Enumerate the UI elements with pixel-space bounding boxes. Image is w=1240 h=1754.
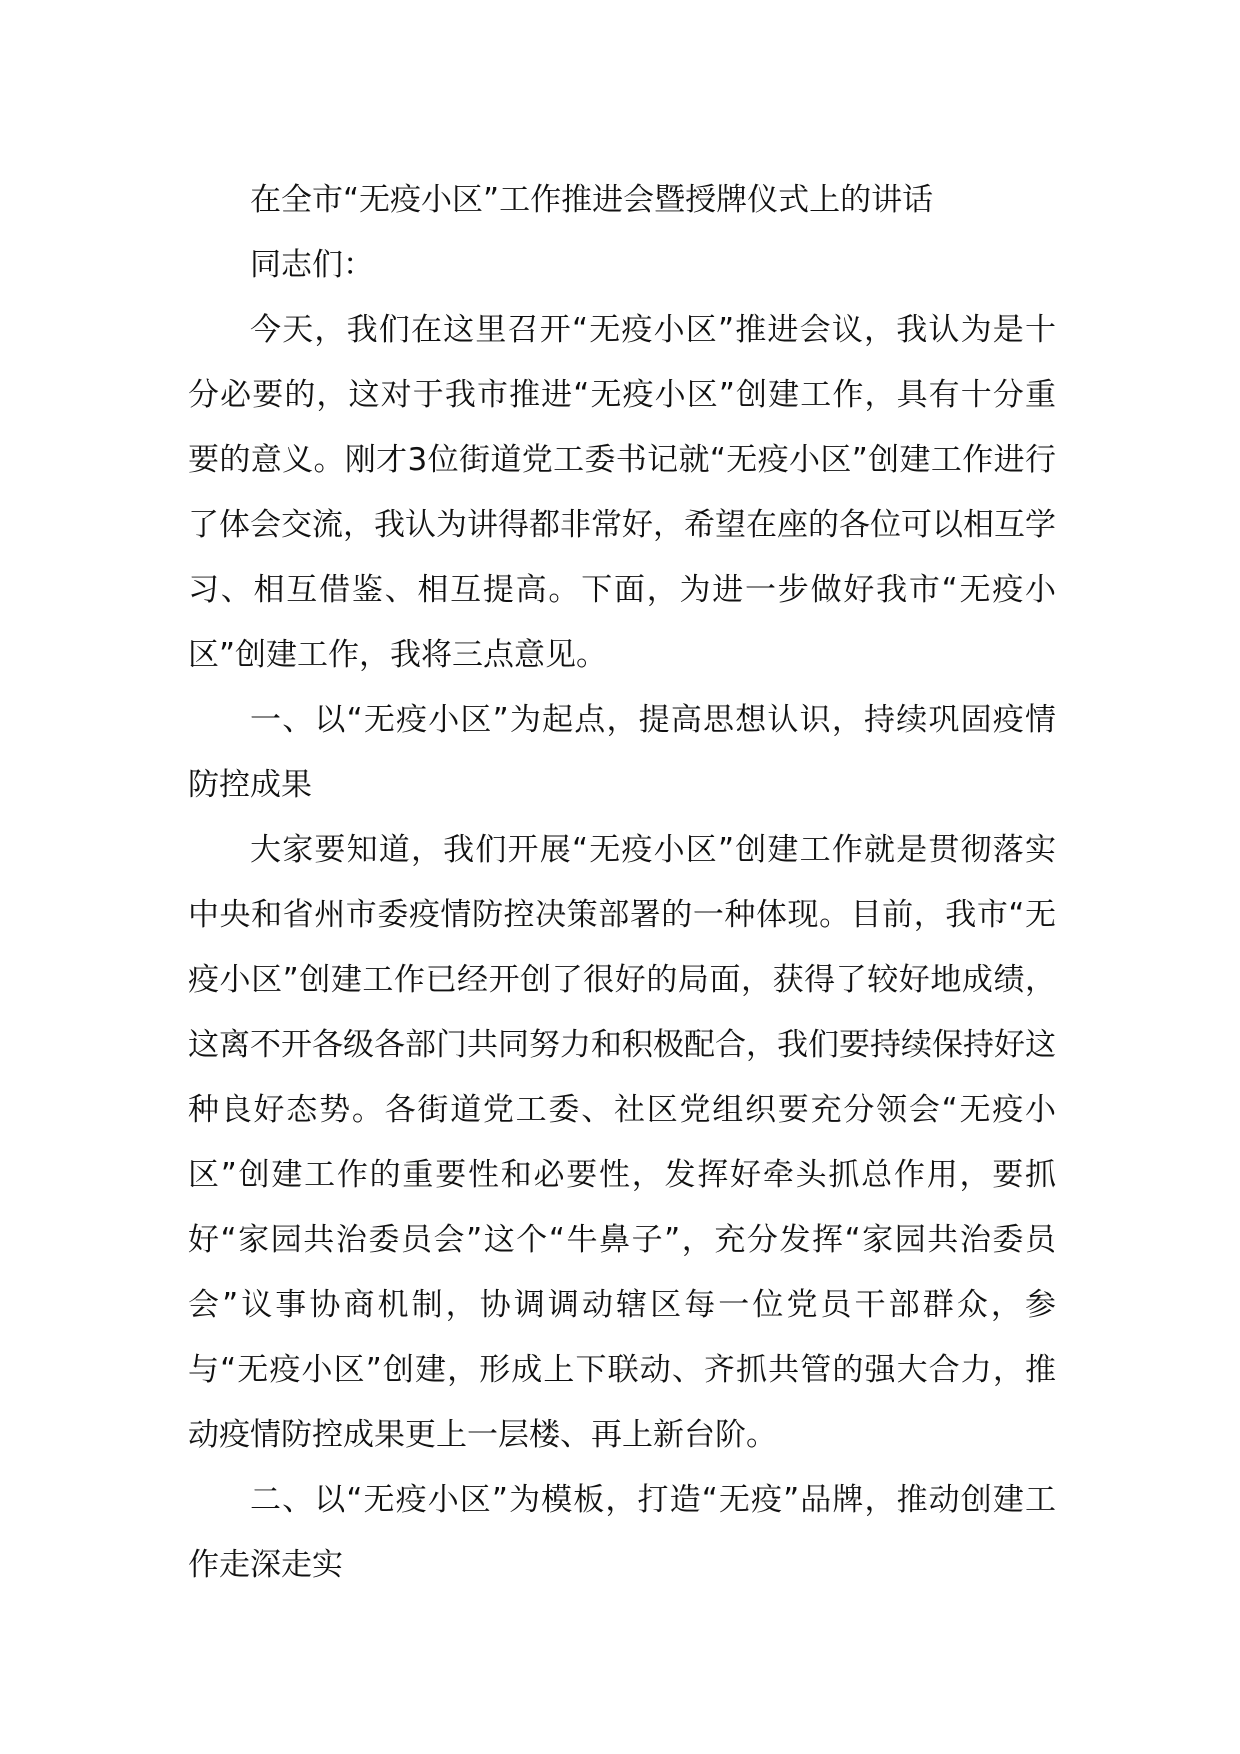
- paragraph-intro: 今天，我们在这里召开“无疫小区”推进会议，我认为是十分必要的，这对于我市推进“无疫小区”创建工作，具有十分重要的意义。刚才3位街道党工委书记就“无疫小区”创建工作进行了体会交流，我认为讲得都非常好，希望在座的各位可以相互学习、相互借鉴、相互提高。下面，为进一步做好我市“无疫小区”创建工作，我将三点意见。: [188, 312, 1056, 673]
- paragraph-section-1: 大家要知道，我们开展“无疫小区”创建工作就是贯彻落实中央和省州市委疫情防控决策部署的一种体现。目前，我市“无疫小区”创建工作已经开创了很好的局面，获得了较好地成绩，这离不开各级各部门共同努力和积极配合，我们要持续保持好这种良好态势。各街道党工委、社区党组织要充分领会“无疫小区”创建工作的重要性和必要性，发挥好牵头抓总作用，要抓好“家园共治委员会”这个“牛鼻子”，充分发挥“家园共治委员会”议事协商机制，协调调动辖区每一位党员干部群众，参与“无疫小区”创建，形成上下联动、齐抓共管的强大合力，推动疫情防控成果更上一层楼、再上新台阶。: [188, 832, 1056, 1453]
- document-title: 在全市“无疫小区”工作推进会暨授牌仪式上的讲话: [250, 182, 934, 218]
- section-heading-2: 二、以“无疫小区”为模板，打造“无疫”品牌，推动创建工作走深走实: [188, 1482, 1056, 1583]
- salutation: 同志们：: [250, 247, 374, 283]
- section-heading-1: 一、以“无疫小区”为起点，提高思想认识，持续巩固疫情防控成果: [188, 702, 1056, 803]
- document-body: [188, 168, 1056, 1598]
